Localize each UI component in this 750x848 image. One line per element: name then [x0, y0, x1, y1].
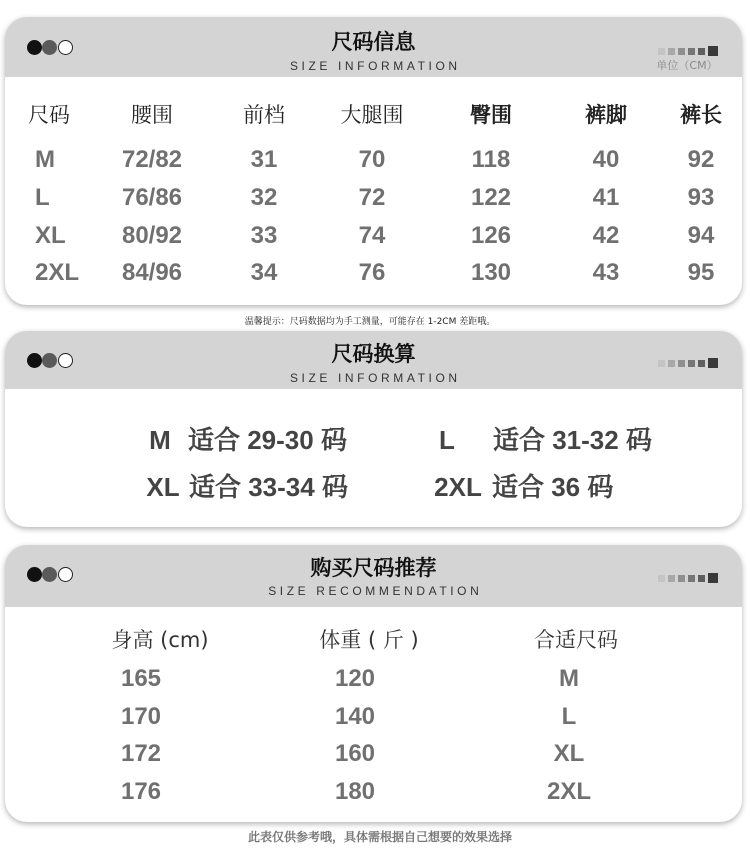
weight-value: 120: [334, 665, 376, 692]
size-info-card: [5, 17, 742, 305]
table-row: [5, 184, 742, 212]
swatch-square: [658, 575, 665, 582]
thigh-value: 72: [358, 184, 386, 211]
thigh-value: 76: [358, 259, 386, 286]
gradient-squares-icon: [658, 573, 720, 583]
conversion-size-label: L: [439, 425, 455, 455]
header-height: 身高 (cm): [111, 628, 209, 652]
gradient-squares-icon: [658, 46, 720, 56]
swatch-square: [688, 360, 695, 367]
front-rise-value: 33: [250, 222, 278, 249]
size-recommendation-subtitle: SIZE RECOMMENDATION: [268, 584, 483, 598]
height-value: 170: [120, 703, 162, 730]
conversion-size-label: M: [149, 425, 171, 455]
waist-value: 72/82: [121, 146, 183, 173]
length-value: 93: [687, 184, 715, 211]
hip-value: 126: [470, 222, 512, 249]
conversion-size-label: 2XL: [434, 472, 482, 502]
size-info-title: 尺码信息: [331, 30, 416, 54]
swatch-square: [688, 48, 695, 55]
size-info-subtitle: SIZE INFORMATION: [289, 59, 461, 73]
conversion-fit-text: 适合 29-30 码: [188, 425, 347, 455]
header-size: 尺码: [28, 103, 70, 127]
swatch-square: [698, 48, 705, 55]
header-front-rise: 前档: [243, 103, 285, 127]
leg-opening-value: 40: [592, 146, 620, 173]
waist-value: 80/92: [121, 222, 183, 249]
swatch-square: [698, 575, 705, 582]
thigh-value: 74: [358, 222, 386, 249]
length-value: 95: [687, 259, 715, 286]
gradient-squares-icon: [658, 358, 720, 368]
size-conversion-header-band: [5, 331, 742, 389]
leg-opening-value: 42: [592, 222, 620, 249]
header-leg-opening: 裤脚: [585, 103, 627, 127]
size-label: XL: [35, 222, 66, 249]
swatch-square: [698, 360, 705, 367]
swatch-square: [668, 48, 675, 55]
length-value: 94: [687, 222, 715, 249]
size-recommendation-header-band: [5, 545, 742, 607]
weight-value: 180: [334, 778, 376, 805]
leg-opening-value: 43: [592, 259, 620, 286]
table-row: [5, 259, 742, 287]
header-hip: 臀围: [470, 103, 512, 127]
swatch-square: [708, 358, 718, 368]
measurement-note: 温馨提示：尺码数据均为手工测量，可能存在 1-2CM 差距哦。: [244, 317, 496, 327]
swatch-square: [678, 48, 685, 55]
size-conversion-title: 尺码换算: [331, 342, 416, 366]
header-weight: 体重 ( 斤 ): [319, 628, 419, 652]
front-rise-value: 32: [250, 184, 278, 211]
waist-value: 76/86: [121, 184, 183, 211]
front-rise-value: 34: [250, 259, 278, 286]
hip-value: 122: [470, 184, 512, 211]
hip-value: 130: [470, 259, 512, 286]
size-label: M: [35, 146, 55, 173]
unit-label: 单位（CM）: [656, 59, 718, 72]
size-table-header-row: [5, 101, 742, 129]
conversion-fit-text: 适合 36 码: [492, 472, 614, 502]
size-conversion-subtitle: SIZE INFORMATION: [289, 371, 461, 385]
weight-value: 140: [334, 703, 376, 730]
header-length: 裤长: [680, 103, 722, 127]
hip-value: 118: [471, 146, 511, 173]
size-recommendation-card: [5, 545, 742, 822]
table-row: [5, 222, 742, 250]
table-row: [5, 146, 742, 174]
size-label: L: [35, 184, 50, 211]
length-value: 92: [687, 146, 715, 173]
swatch-square: [688, 575, 695, 582]
front-rise-value: 31: [250, 146, 278, 173]
height-value: 165: [120, 665, 162, 692]
conversion-size-label: XL: [146, 472, 180, 502]
conversion-fit-text: 适合 33-34 码: [189, 472, 348, 502]
swatch-square: [708, 46, 718, 56]
recommended-size-value: M: [559, 665, 579, 692]
conversion-fit-text: 适合 31-32 码: [493, 425, 652, 455]
header-thigh: 大腿围: [340, 103, 404, 127]
recommended-size-value: L: [561, 703, 577, 730]
thigh-value: 70: [358, 146, 386, 173]
size-info-header-band: [5, 17, 742, 77]
size-recommendation-title: 购买尺码推荐: [310, 556, 437, 580]
height-value: 176: [120, 778, 162, 805]
recommended-size-value: 2XL: [546, 778, 591, 805]
recommended-size-value: XL: [553, 740, 585, 767]
size-label: 2XL: [35, 259, 80, 286]
height-value: 172: [120, 740, 162, 767]
swatch-square: [678, 360, 685, 367]
swatch-square: [668, 360, 675, 367]
weight-value: 160: [334, 740, 376, 767]
swatch-square: [658, 48, 665, 55]
reference-footer-note: 此表仅供参考哦，具体需根据自己想要的效果选择: [247, 830, 512, 844]
header-recommended-size: 合适尺码: [534, 628, 618, 652]
swatch-square: [658, 360, 665, 367]
swatch-square: [668, 575, 675, 582]
header-waist: 腰围: [131, 103, 173, 127]
size-conversion-card: [5, 331, 742, 527]
swatch-square: [708, 573, 718, 583]
swatch-square: [678, 575, 685, 582]
waist-value: 84/96: [121, 259, 183, 286]
leg-opening-value: 41: [592, 184, 620, 211]
